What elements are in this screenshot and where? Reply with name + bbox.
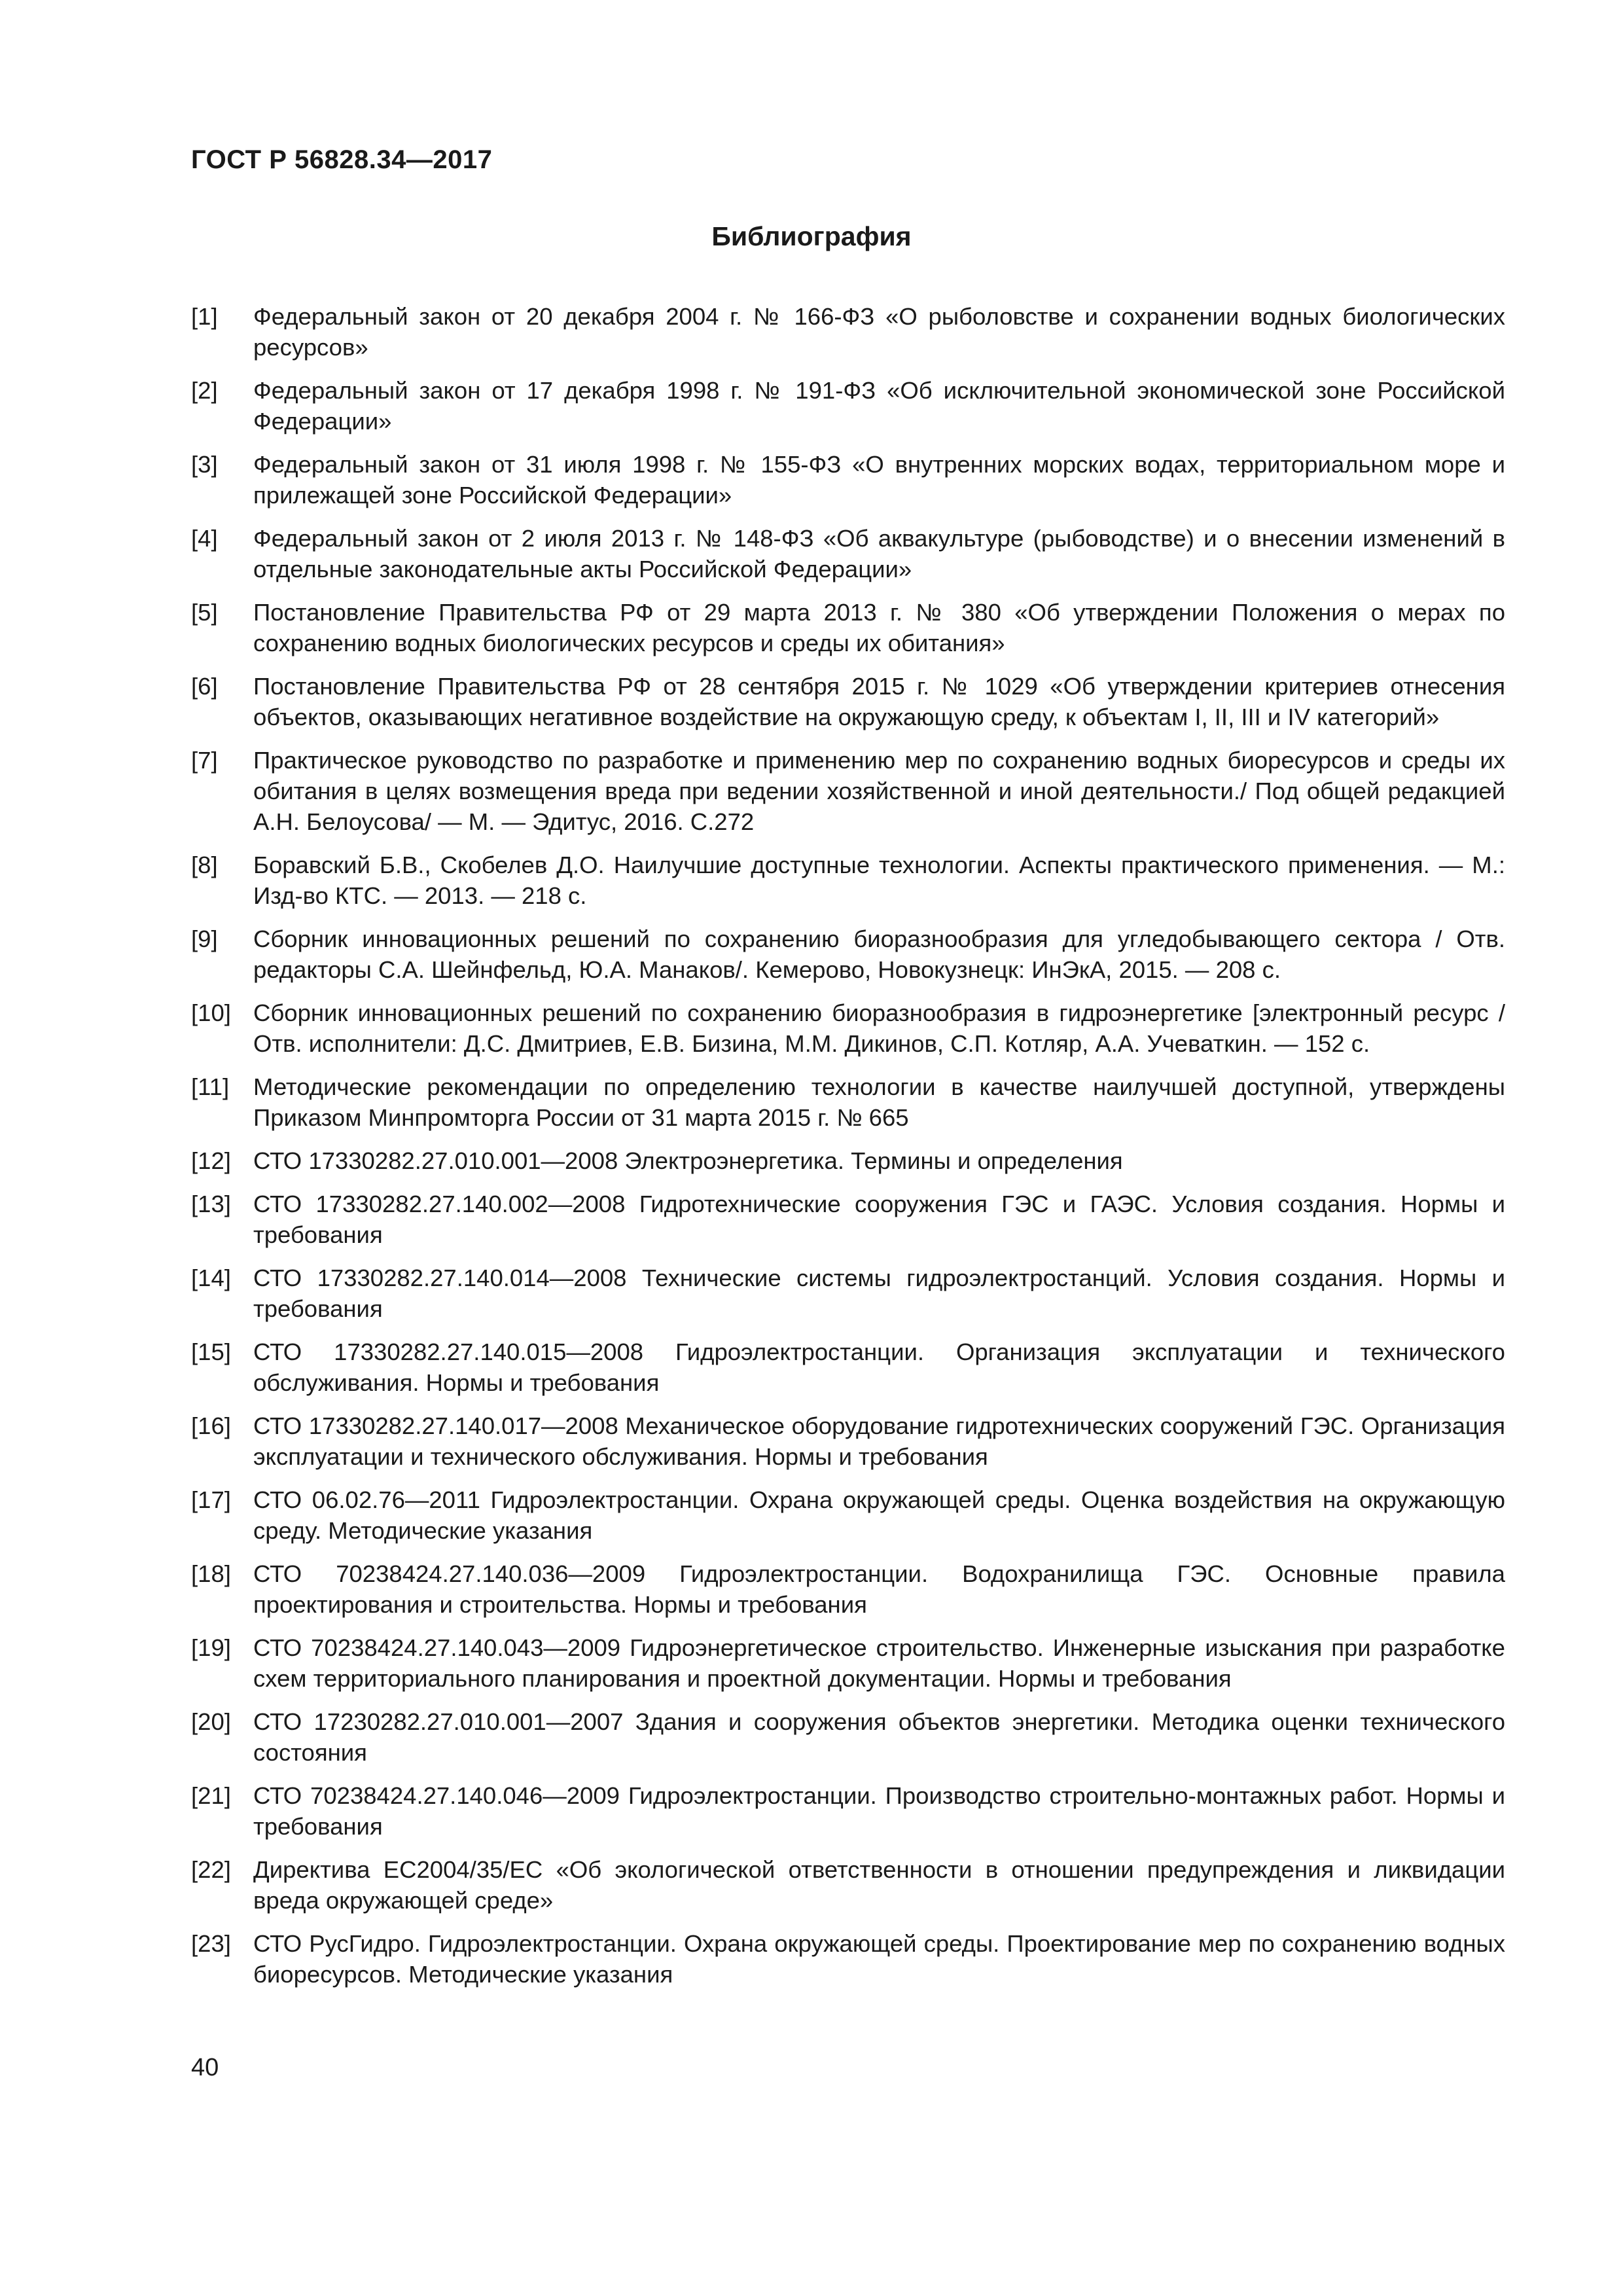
bibliography-entry [191,1780,1505,1842]
bibliography-entry [191,1706,1505,1768]
entry-number: [4] [191,525,218,552]
entry-number: [16] [191,1412,231,1439]
entry-text: СТО 17330282.27.140.002—2008 Гидротехнические сооружения ГЭС и ГАЭС. Условия создания. Нормы и требования [253,1191,1505,1248]
page-number: 40 [191,2054,219,2081]
bibliography-entry [191,1071,1505,1133]
bibliography-entry [191,523,1505,584]
entry-text: Методические рекомендации по определению технологии в качестве наилучшей доступной, утверждены Приказом Минпромторга России от 31 марта 2015 г. № 665 [253,1073,1505,1131]
entry-number: [21] [191,1782,231,1809]
bibliography-entry [191,1558,1505,1620]
entry-number: [22] [191,1856,231,1883]
bibliography-entry [191,924,1505,985]
bibliography-entry [191,1632,1505,1694]
entry-number: [6] [191,673,218,700]
entry-number: [5] [191,599,218,626]
bibliography-entry [191,375,1505,437]
entry-number: [10] [191,999,231,1026]
entry-text: Федеральный закон от 20 декабря 2004 г. № 166-ФЗ «О рыболовстве и сохранении водных биологических ресурсов» [253,303,1505,361]
entry-number: [14] [191,1265,231,1291]
entry-text: Практическое руководство по разработке и применению мер по сохранению водных биоресурсов и среды их обитания в целях возмещения вреда при ведении хозяйственной и иной деятельности./ Под общей редакцией А.Н. Белоусова/ — М. — Эдитус, 2016. С.272 [253,747,1505,835]
entry-number: [19] [191,1634,231,1661]
document-code-header: ГОСТ Р 56828.34—2017 [191,145,493,174]
bibliography-list [191,301,1505,2002]
entry-text: Сборник инновационных решений по сохранению биоразнообразия в гидроэнергетике [электронный ресурс / Отв. исполнители: Д.С. Дмитриев, Е.В. Бизина, М.М. Дикинов, С.П. Котляр, А.А. Учеваткин. — 152 с. [253,999,1505,1057]
bibliography-entry [191,850,1505,911]
entry-number: [17] [191,1486,231,1513]
entry-number: [12] [191,1147,231,1174]
entry-text: Сборник инновационных решений по сохранению биоразнообразия для угледобывающего сектора / Отв. редакторы С.А. Шейнфельд, Ю.А. Манаков/. Кемерово, Новокузнецк: ИнЭкА, 2015. — 208 с. [253,925,1505,983]
entry-text: Федеральный закон от 17 декабря 1998 г. № 191-ФЗ «Об исключительной экономической зоне Российской Федерации» [253,377,1505,435]
entry-number: [7] [191,747,218,774]
bibliography-entry [191,597,1505,658]
entry-number: [23] [191,1930,231,1957]
entry-text: СТО 17330282.27.010.001—2008 Электроэнергетика. Термины и определения [253,1147,1123,1174]
bibliography-entry [191,1928,1505,1990]
entry-text: СТО 70238424.27.140.046—2009 Гидроэлектростанции. Производство строительно-монтажных работ. Нормы и требования [253,1782,1505,1840]
entry-number: [2] [191,377,218,404]
entry-text: Федеральный закон от 2 июля 2013 г. № 148-ФЗ «Об аквакультуре (рыбоводстве) и о внесении изменений в отдельные законодательные акты Российской Федерации» [253,525,1505,583]
entry-number: [11] [191,1073,230,1100]
bibliography-entry [191,1854,1505,1916]
entry-text: СТО 17330282.27.140.015—2008 Гидроэлектростанции. Организация эксплуатации и технического обслуживания. Нормы и требования [253,1338,1505,1396]
bibliography-entry [191,745,1505,837]
entry-text: СТО 17330282.27.140.014—2008 Технические системы гидроэлектростанций. Условия создания. Нормы и требования [253,1265,1505,1322]
entry-text: СТО 17330282.27.140.017—2008 Механическое оборудование гидротехнических сооружений ГЭС. Организация эксплуатации и технического обслуживания. Нормы и требования [253,1412,1505,1470]
entry-text: СТО 70238424.27.140.036—2009 Гидроэлектростанции. Водохранилища ГЭС. Основные правила проектирования и строительства. Нормы и требования [253,1560,1505,1618]
bibliography-entry [191,997,1505,1059]
entry-text: СТО РусГидро. Гидроэлектростанции. Охрана окружающей среды. Проектирование мер по сохранению водных биоресурсов. Методические указания [253,1930,1505,1988]
bibliography-entry [191,1145,1505,1176]
entry-number: [9] [191,925,218,952]
entry-number: [15] [191,1338,231,1365]
entry-text: СТО 17230282.27.010.001—2007 Здания и сооружения объектов энергетики. Методика оценки технического состояния [253,1708,1505,1766]
bibliography-entry [191,449,1505,511]
entry-number: [8] [191,852,218,878]
bibliography-entry [191,1484,1505,1546]
section-title: Библиография [711,221,912,251]
entry-text: Постановление Правительства РФ от 29 марта 2013 г. № 380 «Об утверждении Положения о мерах по сохранению водных биологических ресурсов и среды их обитания» [253,599,1505,656]
entry-text: Постановление Правительства РФ от 28 сентября 2015 г. № 1029 «Об утверждении критериев отнесения объектов, оказывающих негативное воздействие на окружающую среду, к объектам I, II, III и IV категорий» [253,673,1505,730]
bibliography-entry [191,671,1505,732]
entry-number: [20] [191,1708,231,1735]
bibliography-entry [191,1410,1505,1472]
entry-number: [3] [191,451,218,478]
entry-text: СТО 70238424.27.140.043—2009 Гидроэнергетическое строительство. Инженерные изыскания при разработке схем территориального планирования и проектной документации. Нормы и требования [253,1634,1505,1692]
entry-number: [18] [191,1560,231,1587]
bibliography-entry [191,1263,1505,1324]
bibliography-entry [191,1336,1505,1398]
entry-text: СТО 06.02.76—2011 Гидроэлектростанции. Охрана окружающей среды. Оценка воздействия на окружающую среду. Методические указания [253,1486,1505,1544]
entry-text: Директива ЕС2004/35/ЕС «Об экологической ответственности в отношении предупреждения и ликвидации вреда окружающей среде» [253,1856,1505,1914]
entry-number: [13] [191,1191,231,1217]
bibliography-entry [191,301,1505,363]
entry-text: Федеральный закон от 31 июля 1998 г. № 155-ФЗ «О внутренних морских водах, территориальном море и прилежащей зоне Российской Федерации» [253,451,1505,509]
bibliography-entry [191,1189,1505,1250]
entry-text: Боравский Б.В., Скобелев Д.О. Наилучшие доступные технологии. Аспекты практического применения. — М.: Изд-во КТС. — 2013. — 218 с. [253,852,1505,909]
entry-number: [1] [191,303,218,330]
